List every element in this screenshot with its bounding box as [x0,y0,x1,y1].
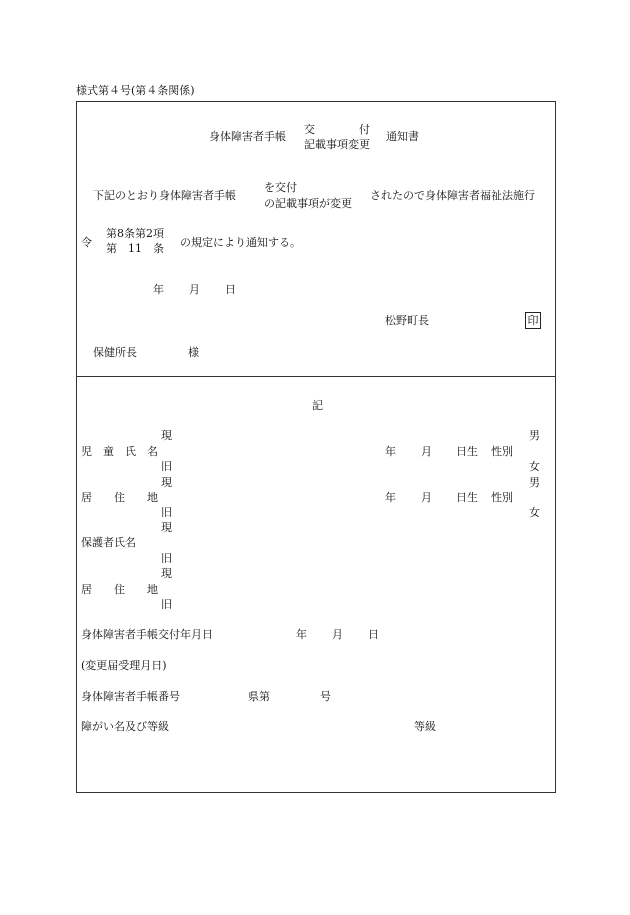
body-line2-end: の規定により通知する。 [180,236,301,249]
body-line2-option-a: 第8条第2項 [106,227,164,240]
guardian-former-mark: 旧 [161,552,172,565]
residence2-current-mark: 現 [161,567,172,580]
child-current-mark: 現 [161,429,172,442]
disability-label: 障がい名及び等級 [81,720,169,733]
date-day: 日 [225,283,236,296]
guardian-sex-male: 男 [529,476,540,489]
form-number: 様式第４号(第４条関係) [76,84,195,97]
book-number-suffix: 号 [320,690,331,703]
guardian-birth-year: 年 [385,491,396,504]
issue-date-day: 日 [368,628,379,641]
title-option-issue: 交 付 [304,123,370,136]
body-line1-option-change: の記載事項が変更 [264,197,352,210]
seal-mark: 印 [525,312,541,329]
child-birth-month: 月 [421,445,432,458]
title-prefix: 身体障害者手帳 [209,130,286,143]
guardian-current-mark: 現 [161,521,172,534]
issue-date-month: 月 [332,628,343,641]
guardian-birth-month: 月 [421,491,432,504]
book-number-label: 身体障害者手帳番号 [81,690,180,703]
issuer: 松野町長 [385,314,429,327]
residence1-current-mark: 現 [161,476,172,489]
residence2-former-mark: 旧 [161,598,172,611]
section-divider [76,376,556,377]
child-born-label: 日生 [456,445,478,458]
body-line2-option-b: 第 11 条 [106,242,164,255]
child-sex-label: 性別 [491,445,513,458]
child-name-label: 児 童 氏 名 [81,445,158,458]
body-line1-option-issue: を交付 [264,181,297,194]
book-number-prefecture: 県第 [248,690,270,703]
body-line2-start: 令 [81,236,92,249]
date-month: 月 [189,283,200,296]
grade-label: 等級 [414,720,436,733]
change-date-label: (変更届受理月日) [81,659,167,672]
residence2-label: 居 住 地 [81,583,158,596]
addressee-honorific: 様 [188,346,199,359]
title-suffix: 通知書 [386,130,419,143]
body-line1-end: されたので身体障害者福祉法施行 [370,189,535,202]
child-birth-year: 年 [385,445,396,458]
guardian-born-label: 日生 [456,491,478,504]
addressee-office: 保健所長 [93,346,137,359]
body-line1-start: 下記のとおり身体障害者手帳 [93,189,236,202]
guardian-sex-female: 女 [529,506,540,519]
child-former-mark: 旧 [161,460,172,473]
issue-date-year: 年 [296,628,307,641]
child-sex-female: 女 [529,460,540,473]
date-year: 年 [153,283,164,296]
record-heading: 記 [312,399,323,412]
residence1-former-mark: 旧 [161,506,172,519]
issue-date-label: 身体障害者手帳交付年月日 [81,628,213,641]
residence1-label: 居 住 地 [81,491,158,504]
guardian-sex-label: 性別 [491,491,513,504]
child-sex-male: 男 [529,429,540,442]
guardian-name-label: 保護者氏名 [81,536,136,549]
title-option-change: 記載事項変更 [304,138,370,151]
